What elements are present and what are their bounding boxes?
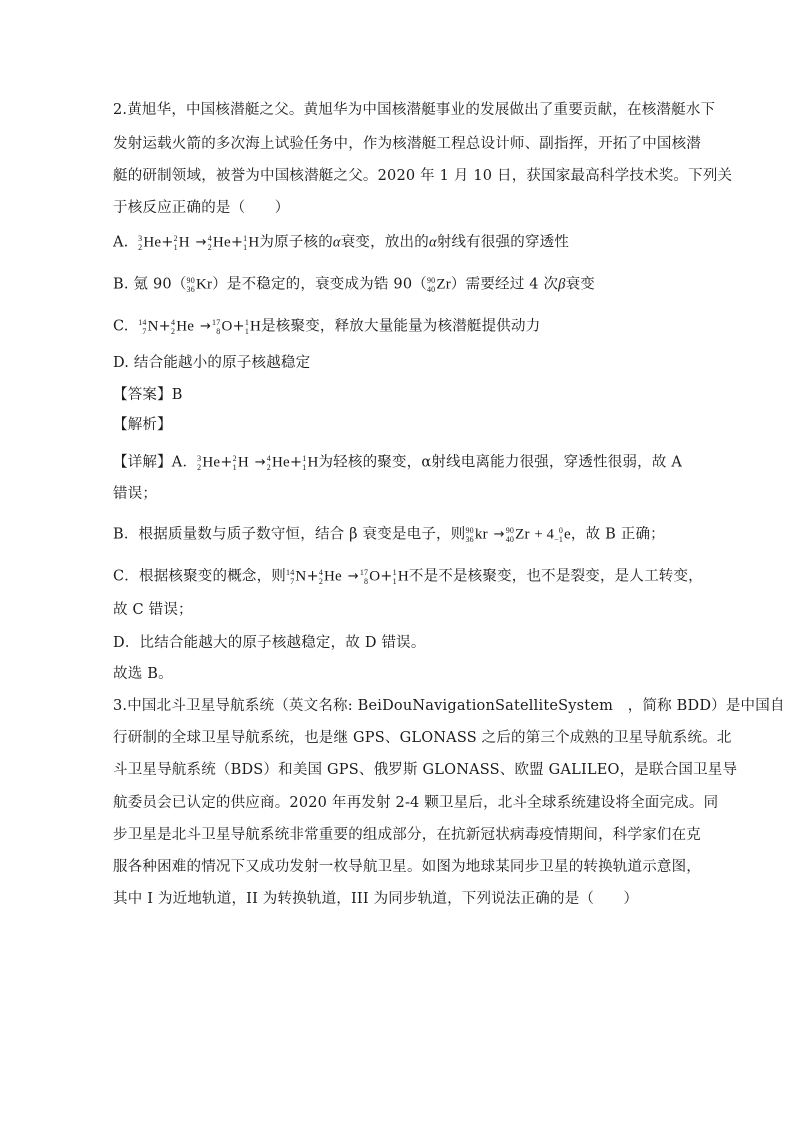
arrow-icon: →	[254, 455, 266, 471]
q2-option-b: B. 氪 90（ 90 36 Kr）是不稳定的，衰变成为锆 90（ 90 40 Zr）需要经过 4 次β衰变	[113, 275, 595, 294]
q2-stem-line-3: 艇的研制领域，被誉为中国核潜艇之父。2020 年 1 月 10 日，获国家最高科学技术奖。下列关	[113, 168, 733, 184]
q3-line-7: 其中 I 为近地轨道，II 为转换轨道，III 为同步轨道，下列说法正确的是（ ）	[113, 891, 639, 907]
nuclide-o17: 17 8 O	[212, 317, 233, 336]
nuclide-kr: 90 36 Kr	[186, 275, 213, 294]
q2-stem-line-2: 发射运载火箭的多次海上试验任务中，作为核潜艇工程总设计师、副指挥，开拓了中国核潜	[113, 136, 701, 152]
detail-b: B．根据质量数与质子数守恒，结合 β 衰变是电子，则 90 36 kr → 90 40 Zr + 4 0 −1 e，故 B 正确；	[113, 525, 665, 544]
nuclide-he3: 3 2 He	[138, 233, 162, 252]
detail-d: D．比结合能越大的原子核越稳定，故 D 错误。	[113, 635, 426, 651]
q3-line-2: 行研制的全球卫星导航系统，也是继 GPS、GLONASS 之后的第三个成熟的卫星导航系统。北	[113, 730, 732, 746]
q3-line-1: 3.中国北斗卫星导航系统（英文名称: BeiDouNavigationSatelliteSystem ，简称 BDD）是中国自	[113, 698, 785, 714]
nuclide-h2: 2 1 H	[173, 233, 190, 252]
q2-option-a: A. 3 2 He+ 2 1 H → 4 2 He+ 1 1 H为原子核的α衰变，放出的α射线有很强的穿透性	[113, 233, 570, 252]
nuclide-he4-c: 4 2 He	[171, 317, 195, 336]
choose-answer: 故选 B。	[113, 666, 173, 682]
detail-c-cont: 故 C 错误；	[113, 602, 193, 618]
q3-line-3: 斗卫星导航系统（BDS）和美国 GPS、俄罗斯 GLONASS、欧盟 GALILEO，是联合国卫星导	[113, 762, 738, 778]
q2-option-d: D. 结合能越小的原子核越稳定	[113, 355, 311, 371]
arrow-icon: →	[493, 527, 505, 543]
detail-a: 【详解】A． 3 2 He+ 2 1 H → 4 2 He+ 1 1 H为轻核的聚变，α射线电离能力很强，穿透性很弱，故 A	[113, 453, 683, 472]
arrow-icon: →	[199, 319, 212, 335]
nuclide-zr: 90 40 Zr	[426, 275, 451, 294]
detail-a-cont: 错误；	[113, 486, 158, 502]
q2-option-c: C. 14 7 N+ 4 2 He → 17 8 O+ 1 1 H是核聚变，释放大量能量为核潜艇提供动力	[113, 317, 541, 336]
arrow-icon: →	[347, 569, 359, 585]
nuclide-h1-c: 1 1 H	[244, 317, 262, 336]
q3-line-5: 步卫星是北斗卫星导航系统非常重要的组成部分，在抗新冠状病毒疫情期间，科学家们在克	[113, 827, 701, 843]
q3-line-6: 服各种困难的情况下又成功发射一枚导航卫星。如图为地球某同步卫星的转换轨道示意图，	[113, 859, 701, 875]
q2-stem-line-1: 2.黄旭华，中国核潜艇之父。黄旭华为中国核潜艇事业的发展做出了重要贡献，在核潜艇水下	[113, 102, 716, 118]
q2-stem-line-4: 于核反应正确的是（ ）	[113, 200, 290, 216]
arrow-icon: →	[195, 235, 207, 251]
detail-c: C．根据核聚变的概念，则 14 7 N+ 4 2 He → 17 8 O+ 1 1 H不是不是核聚变，也不是裂变，是人工转变，	[113, 567, 703, 586]
nuclide-n14: 14 7 N	[138, 317, 159, 336]
nuclide-he4: 4 2 He	[207, 233, 231, 252]
analysis-label: 【解析】	[113, 417, 172, 433]
answer-label: 【答案】B	[113, 387, 183, 403]
nuclide-h1: 1 1 H	[243, 233, 260, 252]
q3-line-4: 航委员会已认定的供应商。2020 年再发射 2-4 颗卫星后，北斗全球系统建设将全面完成。同	[113, 795, 719, 811]
